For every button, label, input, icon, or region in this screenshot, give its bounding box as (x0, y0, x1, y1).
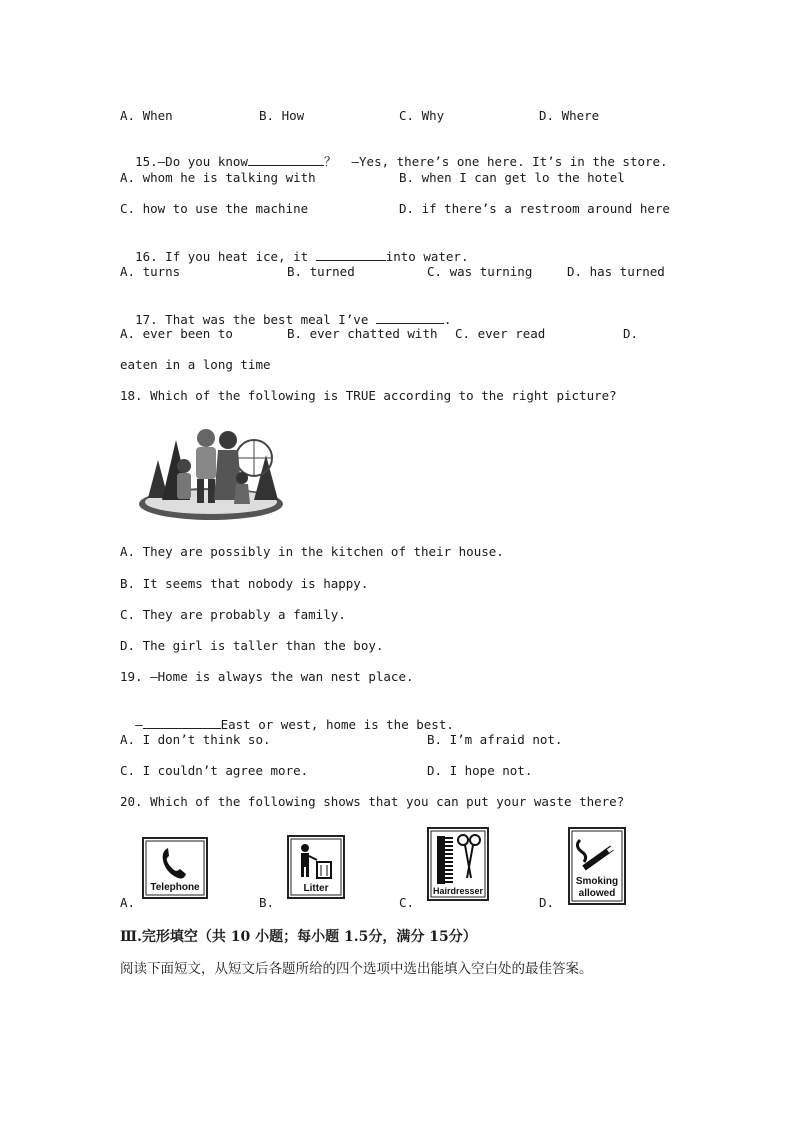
q18-option-a: A. They are possibly in the kitchen of their house. (120, 544, 504, 559)
q16-stem (120, 232, 468, 265)
q16-option-c: C. was turning (427, 264, 533, 279)
q15-stem-start: 15.—Do you know (135, 154, 248, 169)
q19-line2 (120, 700, 454, 733)
q16-option-b: B. turned (287, 264, 355, 279)
q19-line1: 19. —Home is always the wan nest place. (120, 669, 414, 684)
q15-blank (248, 153, 324, 166)
father-body (196, 447, 216, 479)
girl-head (236, 472, 248, 484)
q17-option-b: B. ever chatted with (287, 326, 438, 341)
q17-stem-end: . (443, 312, 452, 327)
litter-sign (285, 834, 347, 900)
q14-option-b: B. How (259, 108, 305, 123)
q17-blank (376, 311, 444, 324)
q19-option-a: A. I don’t think so. (120, 732, 271, 747)
q15-option-d: D. if there’s a restroom around here (399, 201, 670, 216)
q20-stem: 20. Which of the following shows that you can put your waste there? (120, 794, 625, 809)
tree-right (254, 455, 278, 500)
q17-option-c: C. ever read (455, 326, 546, 341)
q19-blank (143, 716, 221, 729)
q20-option-a: A. (120, 895, 136, 910)
q15-option-b: B. when I can get lo the hotel (399, 170, 625, 185)
q19-option-c: C. I couldn’t agree more. (120, 763, 309, 778)
q16-option-a: A. turns (120, 264, 181, 279)
q18-option-c: C. They are probably a family. (120, 607, 346, 622)
q19-dash: — (135, 717, 143, 732)
hairdresser-label: Hairdresser (432, 886, 484, 896)
telephone-sign (140, 836, 210, 900)
q20-option-c: C. (399, 895, 415, 910)
q14-option-a: A. When (120, 108, 173, 123)
allowed-label: allowed (578, 888, 616, 899)
litter-label: Litter (303, 883, 329, 894)
q17-stem (120, 295, 451, 328)
q17-option-d: D. (623, 326, 639, 341)
section-title: Ⅲ.完形填空（共 10 小题；每小题 1.5分，满分 15分） (120, 929, 477, 945)
q15-option-a: A. whom he is talking with (120, 170, 316, 185)
q18-option-d: D. The girl is taller than the boy. (120, 638, 384, 653)
q14-option-c: C. Why (399, 108, 445, 123)
mother-head (219, 431, 237, 449)
q16-stem-start: 16. If you heat ice, it (135, 249, 316, 264)
q17-option-a: A. ever been to (120, 326, 233, 341)
father-head (197, 429, 215, 447)
q15-option-c: C. how to use the machine (120, 201, 309, 216)
q18-option-b: B. It seems that nobody is happy. (120, 576, 369, 591)
hairdresser-sign (425, 826, 491, 902)
section-instruction: 阅读下面短文，从短文后各题所给的四个选项中选出能填入空白处的最佳答案。 (120, 961, 593, 977)
telephone-label: Telephone (150, 882, 200, 893)
q16-option-d: D. has turned (567, 264, 665, 279)
q18-stem: 18. Which of the following is TRUE according to the right picture? (120, 388, 617, 403)
q20-option-d: D. (539, 895, 555, 910)
smoking-allowed-sign (566, 826, 628, 906)
q15-stem (120, 137, 668, 170)
boy-body (177, 473, 191, 499)
q14-option-d: D. Where (539, 108, 600, 123)
q20-option-b: B. (259, 895, 275, 910)
q19-line2-end: East or west, home is the best. (220, 717, 454, 732)
q17-stem-start: 17. That was the best meal I’ve (135, 312, 376, 327)
q16-stem-end: into water. (385, 249, 469, 264)
girl-body (234, 484, 250, 504)
q16-blank (316, 248, 386, 261)
q17-option-d-text: eaten in a long time (120, 357, 271, 372)
q15-stem-end: ？ —Yes, there’s one here. It’s in the store. (323, 154, 668, 169)
boy-head (177, 459, 191, 473)
smoking-label: Smoking (575, 876, 619, 887)
q19-option-d: D. I hope not. (427, 763, 533, 778)
q19-option-b: B. I’m afraid not. (427, 732, 563, 747)
family-picture (136, 420, 286, 525)
